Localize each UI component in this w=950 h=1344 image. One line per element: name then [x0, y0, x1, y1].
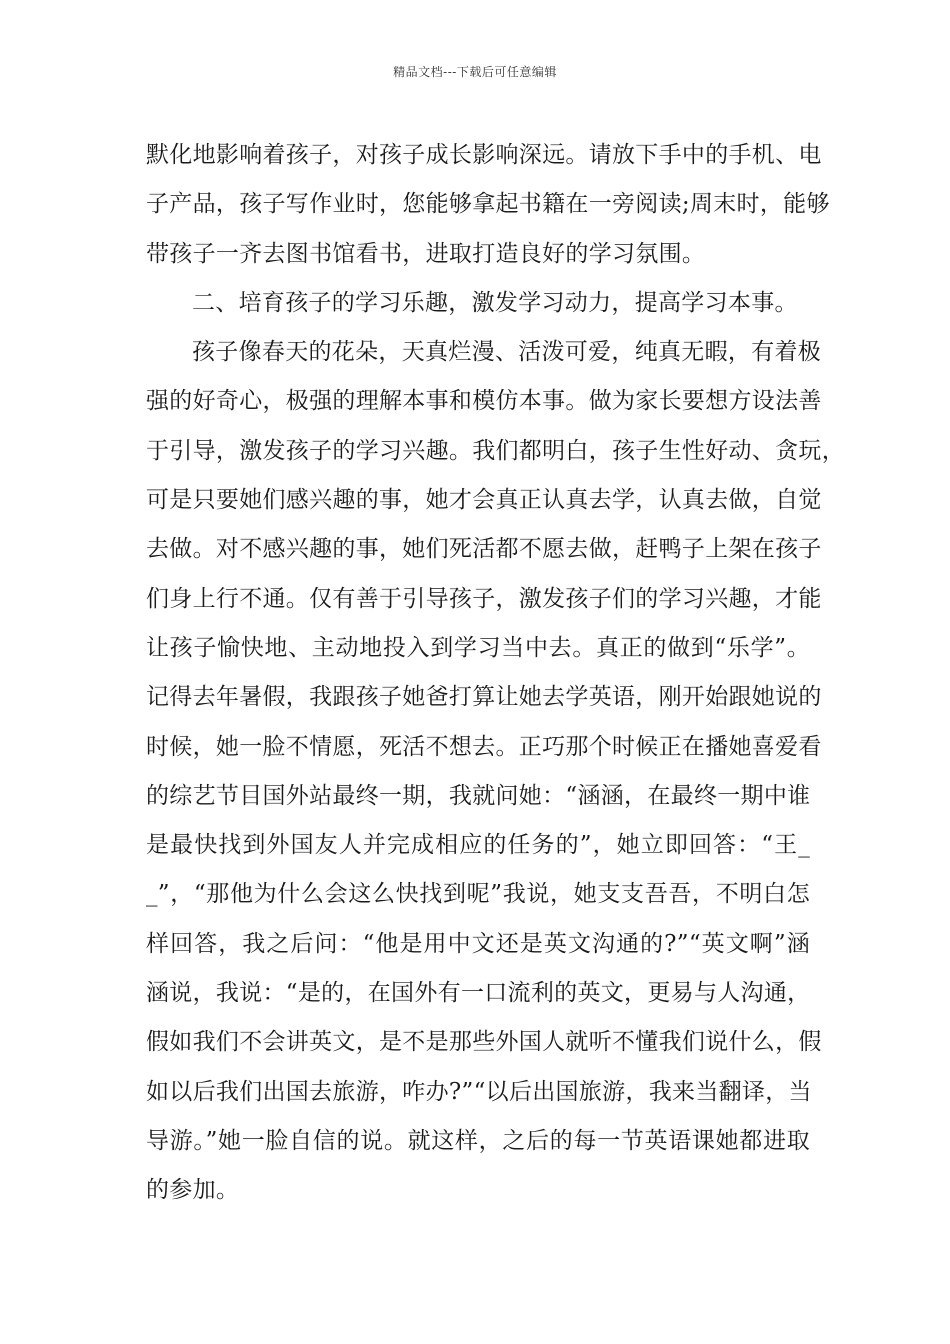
text-line: 时候，她一脸不情愿，死活不想去。正巧那个时候正在播她喜爱看 — [146, 733, 822, 760]
text-line: 默化地影响着孩子，对孩子成长影响深远。请放下手中的手机、电 — [146, 142, 822, 168]
text-line: 让孩子愉快地、主动地投入到学习当中去。真正的做到“乐学”。 — [146, 634, 810, 661]
text-line: 的综艺节目国外站最终一期，我就问她：“涵涵，在最终一期中谁 — [146, 782, 811, 809]
text-line: 涵说，我说：“是的，在国外有一口流利的英文，更易与人沟通， — [146, 980, 811, 1007]
text-line: 是最快找到外国友人并完成相应的任务的”，她立即回答：“王_ — [146, 832, 810, 859]
text-line: 导游。”她一脸自信的说。就这样，之后的每一节英语课她都进取 — [146, 1127, 810, 1154]
text-line: 们身上行不通。仅有善于引导孩子，激发孩子们的学习兴趣，才能 — [146, 585, 822, 612]
text-line: 的参加。 — [146, 1177, 240, 1204]
text-line: 样回答，我之后问：“他是用中文还是英文沟通的?”“英文啊”涵 — [146, 930, 810, 957]
text-line: 假如我们不会讲英文，是不是那些外国人就听不懂我们说什么，假 — [146, 1029, 822, 1056]
text-line: 去做。对不感兴趣的事，她们死活都不愿去做，赶鸭子上架在孩子 — [146, 536, 822, 563]
text-line: 孩子像春天的花朵，天真烂漫、活泼可爱，纯真无暇，有着极 — [192, 339, 822, 366]
text-line: 于引导，激发孩子的学习兴趣。我们都明白，孩子生性好动、贪玩， — [146, 437, 845, 464]
text-line: 带孩子一齐去图书馆看书，进取打造良好的学习氛围。 — [146, 240, 706, 267]
text-line: 如以后我们出国去旅游，咋办?”“以后出国旅游，我来当翻译，当 — [146, 1078, 812, 1105]
text-line: 记得去年暑假，我跟孩子她爸打算让她去学英语，刚开始跟她说的 — [146, 684, 822, 711]
section-heading: 二、培育孩子的学习乐趣，激发学习动力，提高学习本事。 — [192, 289, 798, 316]
text-line: 可是只要她们感兴趣的事，她才会真正认真去学，认真去做，自觉 — [146, 487, 822, 514]
text-line: _”，“那他为什么会这么快找到呢”我说，她支支吾吾，不明白怎 — [146, 881, 810, 908]
text-line: 强的好奇心，极强的理解本事和模仿本事。做为家长要想方设法善 — [146, 388, 822, 415]
text-line: 子产品，孩子写作业时，您能够拿起书籍在一旁阅读;周末时，能够 — [146, 191, 830, 218]
document-body — [146, 131, 845, 1216]
page-header: 精品文档---下载后可任意编辑 — [393, 65, 557, 79]
